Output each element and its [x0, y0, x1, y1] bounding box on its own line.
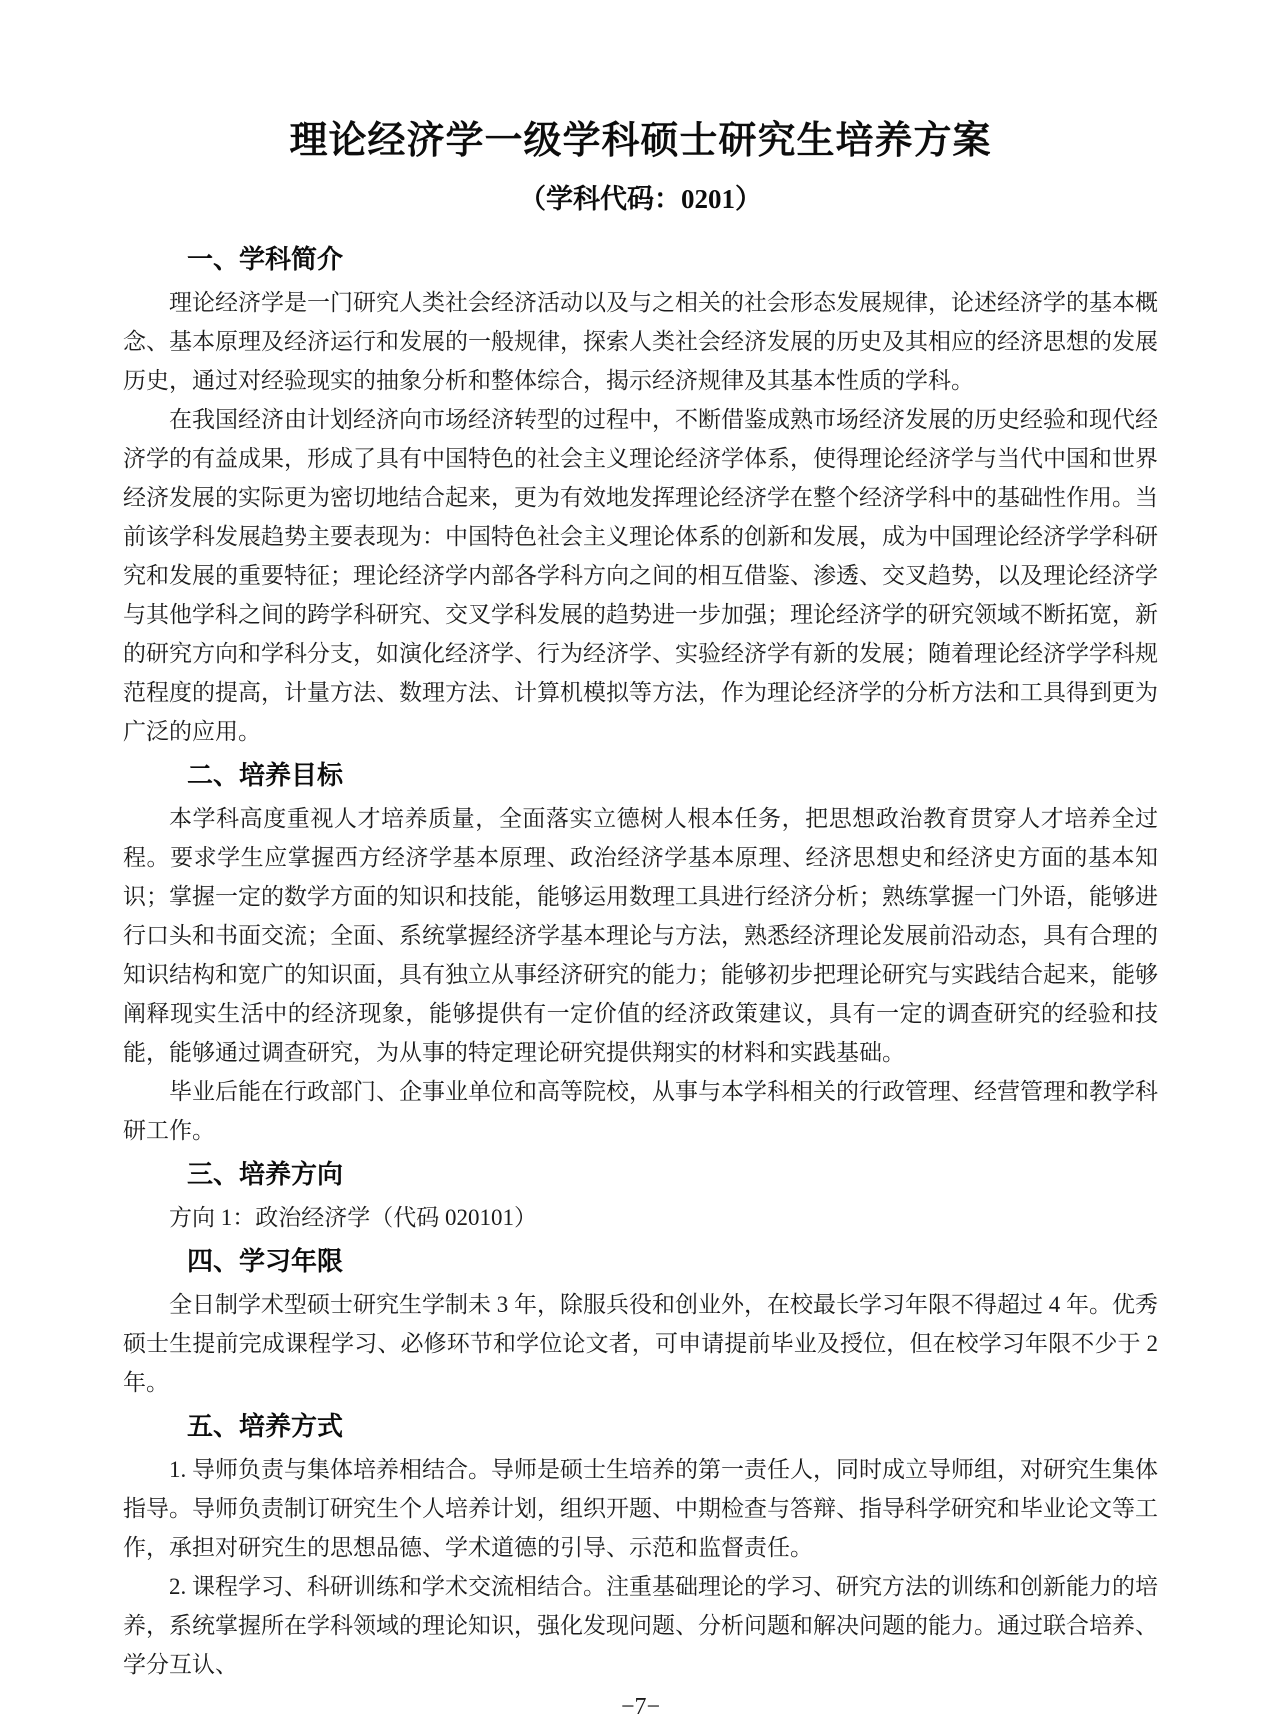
- page-number: −7−: [620, 1694, 661, 1719]
- section-5-training-methods: [123, 1410, 1158, 1684]
- section-1-discipline-introduction: [123, 243, 1158, 751]
- paragraph: 1. 导师负责与集体培养相结合。导师是硕士生培养的第一责任人，同时成立导师组，对研究生集体指导。导师负责制订研究生个人培养计划，组织开题、中期检查与答辩、指导科学研究和毕业论文等工作，承担对研究生的思想品德、学术道德的引导、示范和监督责任。: [123, 1457, 1158, 1560]
- paragraph: 2. 课程学习、科研训练和学术交流相结合。注重基础理论的学习、研究方法的训练和创新能力的培养，系统掌握所在学科领域的理论知识，强化发现问题、分析问题和解决问题的能力。通过联合培养、学分互认、: [123, 1574, 1158, 1677]
- paragraph: 理论经济学是一门研究人类社会经济活动以及与之相关的社会形态发展规律，论述经济学的基本概念、基本原理及经济运行和发展的一般规律，探索人类社会经济发展的历史及其相应的经济思想的发展历史，通过对经验现实的抽象分析和整体综合，揭示经济规律及其基本性质的学科。: [123, 290, 1158, 393]
- section-heading-discipline-introduction: 一、学科简介: [187, 244, 344, 274]
- section-2-training-objectives: [123, 759, 1158, 1150]
- section-heading-training-objectives: 二、培养目标: [187, 760, 344, 790]
- paragraph: 本学科高度重视人才培养质量，全面落实立德树人根本任务，把思想政治教育贯穿人才培养全过程。要求学生应掌握西方经济学基本原理、政治经济学基本原理、经济思想史和经济史方面的基本知识；掌握一定的数学方面的知识和技能，能够运用数理工具进行经济分析；熟练掌握一门外语，能够进行口头和书面交流；全面、系统掌握经济学基本理论与方法，熟悉经济理论发展前沿动态，具有合理的知识结构和宽广的知识面，具有独立从事经济研究的能力；能够初步把理论研究与实践结合起来，能够阐释现实生活中的经济现象，能够提供有一定价值的经济政策建议，具有一定的调查研究的经验和技能，能够通过调查研究，为从事的特定理论研究提供翔实的材料和实践基础。: [123, 806, 1158, 1065]
- paragraph-direction-1: 方向 1：政治经济学（代码 020101）: [169, 1205, 537, 1230]
- section-heading-training-methods: 五、培养方式: [187, 1411, 344, 1441]
- section-3-training-directions: [123, 1158, 1158, 1237]
- document-title: 理论经济学一级学科硕士研究生培养方案: [289, 120, 992, 162]
- paragraph: 全日制学术型硕士研究生学制未 3 年，除服兵役和创业外，在校最长学习年限不得超过 4 年。优秀硕士生提前完成课程学习、必修环节和学位论文者，可申请提前毕业及授位，但在校学习年限不少于 2 年。: [123, 1292, 1158, 1395]
- section-4-study-duration: [123, 1245, 1158, 1402]
- document-subtitle: （学科代码：0201）: [519, 184, 762, 214]
- section-heading-training-directions: 三、培养方向: [187, 1159, 344, 1189]
- section-heading-study-duration: 四、学习年限: [187, 1246, 344, 1276]
- paragraph: 在我国经济由计划经济向市场经济转型的过程中，不断借鉴成熟市场经济发展的历史经验和现代经济学的有益成果，形成了具有中国特色的社会主义理论经济学体系，使得理论经济学与当代中国和世界经济发展的实际更为密切地结合起来，更为有效地发挥理论经济学在整个经济学科中的基础性作用。当前该学科发展趋势主要表现为：中国特色社会主义理论体系的创新和发展，成为中国理论经济学学科研究和发展的重要特征；理论经济学内部各学科方向之间的相互借鉴、渗透、交叉趋势，以及理论经济学与其他学科之间的跨学科研究、交叉学科发展的趋势进一步加强；理论经济学的研究领域不断拓宽，新的研究方向和学科分支，如演化经济学、行为经济学、实验经济学有新的发展；随着理论经济学学科规范程度的提高，计量方法、数理方法、计算机模拟等方法，作为理论经济学的分析方法和工具得到更为广泛的应用。: [123, 407, 1158, 744]
- paragraph: 毕业后能在行政部门、企事业单位和高等院校，从事与本学科相关的行政管理、经营管理和教学科研工作。: [123, 1079, 1158, 1143]
